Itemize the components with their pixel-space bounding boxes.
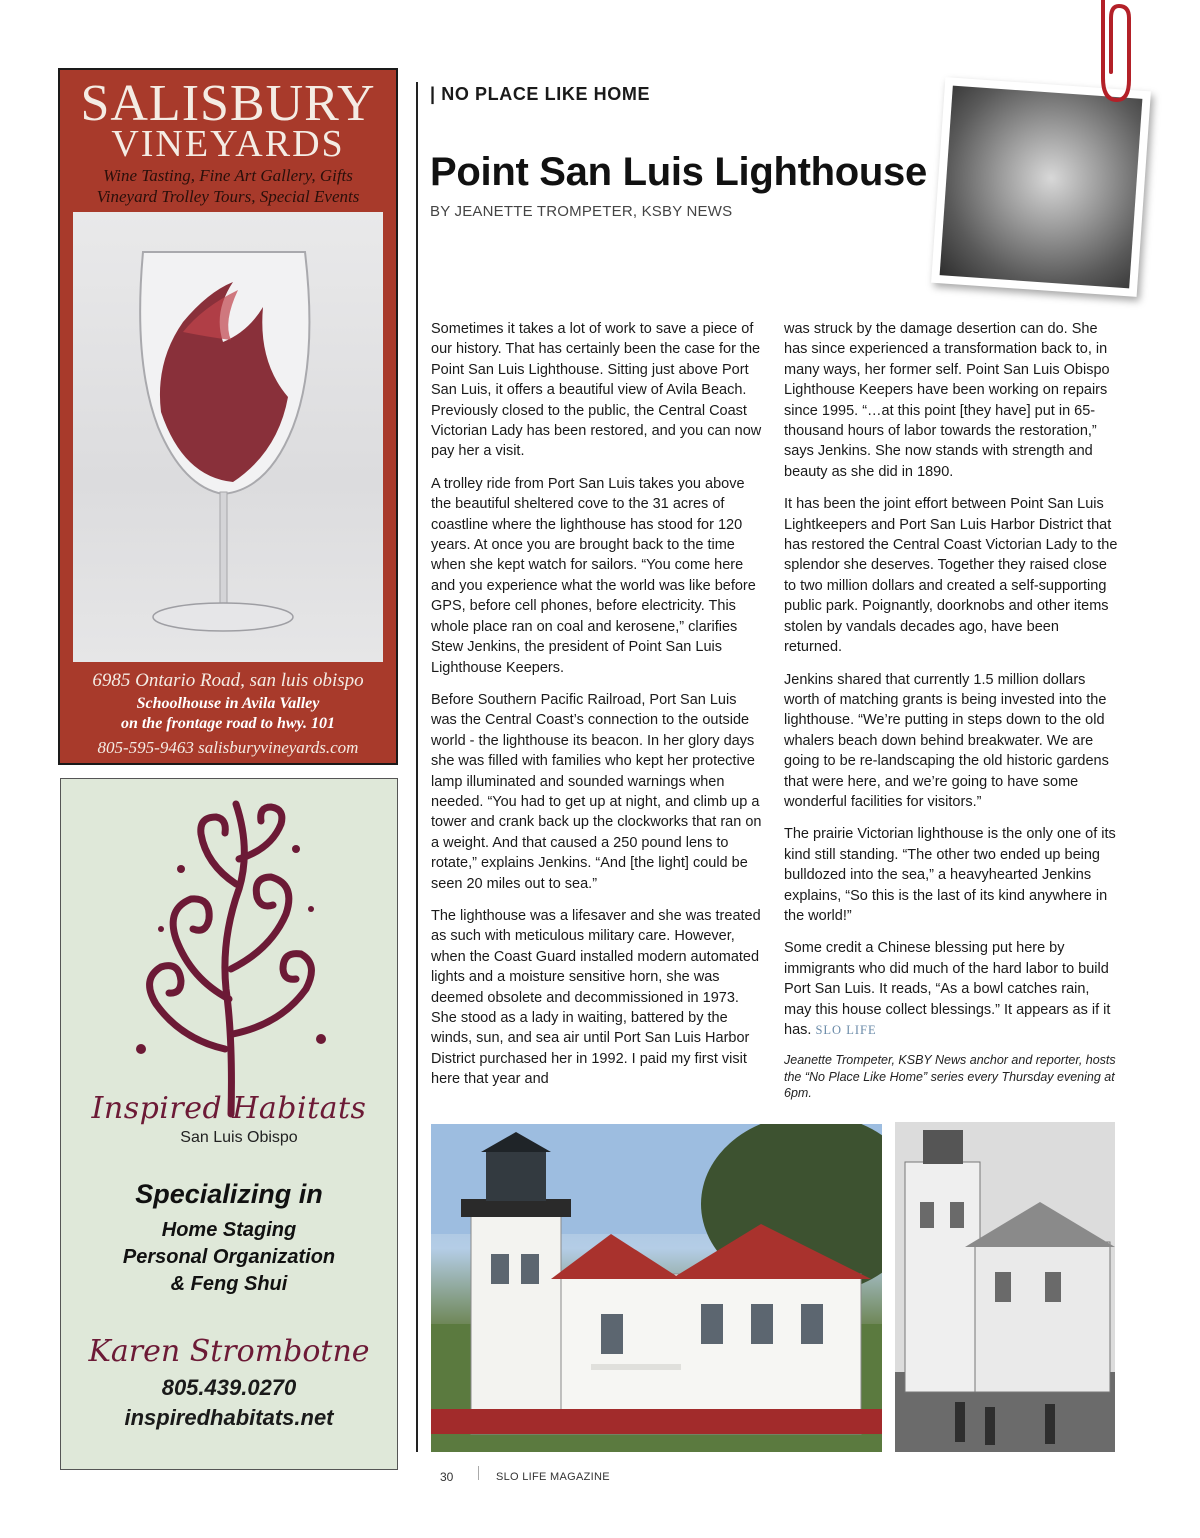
footer-separator: [478, 1466, 479, 1480]
ad-specializing-heading: Specializing in: [135, 1179, 323, 1209]
author-photo: [940, 86, 1143, 289]
ad-service: & Feng Shui: [170, 1273, 288, 1295]
ad-address: on the frontage road to hwy. 101: [120, 715, 336, 732]
page-number: 30: [440, 1470, 454, 1484]
inspired-habitats-ad: [60, 778, 398, 1470]
wine-glass-photo: [73, 212, 383, 662]
salisbury-vineyards-ad: [58, 68, 398, 765]
ad-website[interactable]: inspiredhabitats.net: [124, 1405, 334, 1430]
article-column-right: [784, 319, 1118, 1114]
swirl-tree-logo: [121, 789, 341, 1119]
ad-tagline: Wine Tasting, Fine Art Gallery, Gifts: [103, 166, 353, 185]
section-label: | NO PLACE LIKE HOME: [430, 84, 651, 104]
ad-service: Home Staging: [161, 1219, 297, 1241]
publication-name: SLO LIFE MAGAZINE: [496, 1471, 610, 1483]
article-paragraph: Before Southern Pacific Railroad, Port San Luis was the Central Coast’s connection to the outside world - the lighthouse its beacon. In her glory days she was filled with families who kept her protective lamp illuminated and sounded warnings when needed. “You had to get up at night, and climb up a tower and crank back up the clockworks that ran on a weight. And that caused a 250 pound lens to rotate,” explains Jenkins. “And [the light] could be seen 20 miles out to sea.”: [431, 691, 762, 892]
ad-brand-name: SALISBURY: [80, 75, 376, 132]
article-paragraph: Jenkins shared that currently 1.5 million dollars worth of matching grants is being invested into the lighthouse. “We’re putting in steps down to the old whalers beach down behind breakwater. We are going to be re-landscaping the old historic gardens that were here, and we’re going to have some wonderful facilities for visitors.”: [784, 671, 1109, 810]
article-paragraph: A trolley ride from Port San Luis takes you above the beautiful sheltered cove to the 31 acres of coastline where the lighthouse has stood for 120 years. At once you are brought back to the time when she kept watch for sailors. “You come here and you experience what the world was like before GPS, before cell phones, before electricity. This whole place ran on coal and kerosene,” clarifies Stew Jenkins, the president of Point San Luis Lighthouse Keepers.: [431, 475, 756, 676]
article-column-left: [431, 319, 765, 1102]
article-paragraph: It has been the joint effort between Point San Luis Lightkeepers and Port San Luis Harbor District that has restored the Central Coast Victorian Lady to the splendor she deserves. Together they raised close to two million dollars and created a self-supporting public park. Poignantly, doorknobs and other items stolen by vandals decades ago, have been returned.: [784, 496, 1118, 656]
ad-address: 6985 Ontario Road, san luis obispo: [92, 670, 364, 691]
ad-brand-name: Inspired Habitats: [91, 1091, 367, 1126]
ad-service: Personal Organization: [122, 1246, 336, 1268]
author-credit: Jeanette Trompeter, KSBY News anchor and reporter, hosts the “No Place Like Home” series every Thursday evening at 6pm.: [784, 1053, 1116, 1101]
column-divider: [416, 82, 418, 1452]
article-last-text: Some credit a Chinese blessing put here by immigrants who did much of the hard labor to build Port San Luis. It reads, “As a bowl catches rain, may this house collect blessings.” It appears as if it has.: [784, 940, 1111, 1038]
ad-phone[interactable]: 805.439.0270: [161, 1375, 297, 1400]
article-paragraph-last: [784, 938, 1118, 1040]
article-paragraph: The prairie Victorian lighthouse is the only one of its kind still standing. “The other two ended up being bulldozed into the sea,” a heavyhearted Jenkins explains, “So this is the last of its kind anywhere in the world!”: [784, 826, 1116, 924]
article-title: Point San Luis Lighthouse: [430, 150, 927, 194]
ad-address: Schoolhouse in Avila Valley: [136, 695, 320, 712]
article-paragraph: was struck by the damage desertion can do. She has since experienced a transformation back to, in many ways, her former self. Point San Luis Obispo Lighthouse Keepers have been working on repairs since 1995. “…at this point [they have] put in 65-thousand hours of labor towards the restoration,” says Jenkins. She now stands with strength and beauty as she did in 1890.: [784, 321, 1110, 480]
paperclip-icon: [1085, 0, 1135, 115]
article-paragraph: Sometimes it takes a lot of work to save a piece of our history. That has certainly been the case for the Point San Luis Lighthouse. Sitting just above Port San Luis, it offers a beautiful view of Avila Beach. Previously closed to the public, the Central Coast Victorian Lady has been restored, and you can now pay her a visit.: [431, 321, 762, 460]
end-mark: SLO LIFE: [815, 1023, 877, 1037]
lighthouse-color-photo: [431, 1124, 882, 1452]
ad-city: San Luis Obispo: [180, 1129, 298, 1146]
article-byline: BY JEANETTE TROMPETER, KSBY NEWS: [430, 203, 733, 220]
ad-contact[interactable]: 805-595-9463 salisburyvineyards.com: [97, 738, 359, 757]
ad-brand-subname: VINEYARDS: [111, 123, 345, 165]
ad-person-name: Karen Strombotne: [88, 1334, 370, 1369]
lighthouse-historic-photo: [895, 1122, 1115, 1452]
article-paragraph: The lighthouse was a lifesaver and she was treated as such with meticulous military care. However, when the Coast Guard installed modern automated lights and a moisture sensitive horn, she was deemed obsolete and decommissioned in 1973. She stood as a lady in waiting, battered by the winds, sun, and sea air until Port San Luis Harbor District purchased her in 1992. I paid my first visit here that year and: [431, 907, 761, 1088]
ad-tagline: Vineyard Trolley Tours, Special Events: [96, 187, 360, 206]
